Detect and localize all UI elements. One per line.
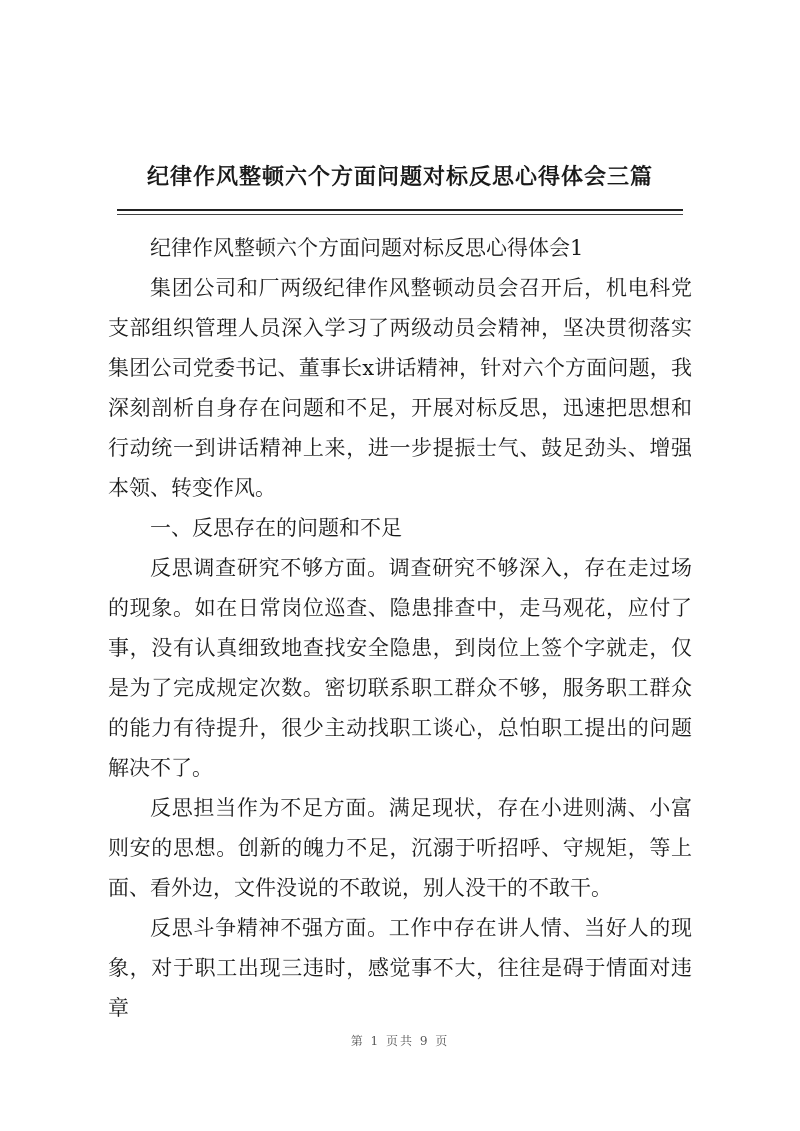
title-divider-thin bbox=[117, 214, 683, 215]
document-body bbox=[108, 228, 692, 1028]
body-paragraph: 反思斗争精神不强方面。工作中存在讲人情、当好人的现象，对于职工出现三违时，感觉事不大，往往是碍于情面对违章 bbox=[108, 916, 692, 1020]
title-divider-thick bbox=[117, 209, 683, 211]
section-heading: 纪律作风整顿六个方面问题对标反思心得体会1 bbox=[150, 236, 584, 260]
page-footer: 第 1 页共 9 页 bbox=[350, 1034, 450, 1048]
body-paragraph: 集团公司和厂两级纪律作风整顿动员会召开后，机电科党支部组织管理人员深入学习了两级动员会精神，坚决贯彻落实集团公司党委书记、董事长x讲话精神，针对六个方面问题，我深刻剖析自身存在问题和不足，开展对标反思，迅速把思想和行动统一到讲话精神上来，进一步提振士气、鼓足劲头、增强本领、转变作风。 bbox=[108, 276, 692, 500]
body-paragraph: 反思担当作为不足方面。满足现状，存在小进则满、小富则安的思想。创新的魄力不足，沉溺于听招呼、守规矩，等上面、看外边，文件没说的不敢说，别人没干的不敢干。 bbox=[108, 796, 692, 900]
document-title: 纪律作风整顿六个方面问题对标反思心得体会三篇 bbox=[146, 165, 653, 190]
subsection-heading: 一、反思存在的问题和不足 bbox=[150, 516, 402, 540]
body-paragraph: 反思调查研究不够方面。调查研究不够深入，存在走过场的现象。如在日常岗位巡查、隐患排查中，走马观花，应付了事，没有认真细致地查找安全隐患，到岗位上签个字就走，仅是为了完成规定次数。密切联系职工群众不够，服务职工群众的能力有待提升，很少主动找职工谈心，总怕职工提出的问题解决不了。 bbox=[108, 556, 692, 780]
